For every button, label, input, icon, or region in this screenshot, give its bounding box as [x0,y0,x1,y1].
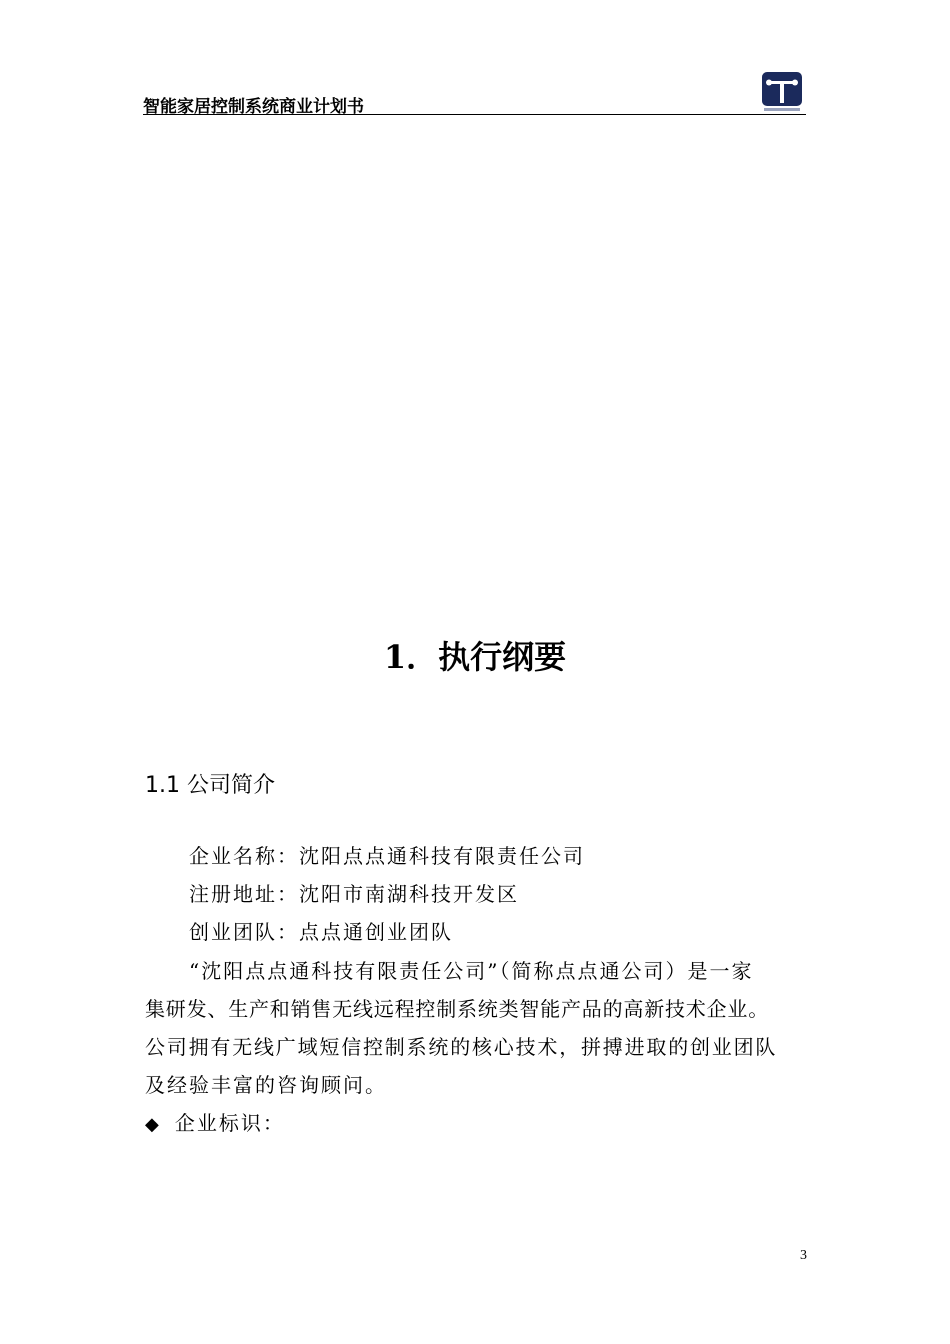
paragraph-line: “沈阳点点通科技有限责任公司”（简称点点通公司）是一家 [189,959,754,983]
diamond-bullet-icon: ◆ [145,1114,161,1135]
company-logo-icon [760,70,804,114]
document-title: 智能家居控制系统商业计划书 [143,97,364,117]
page-number: 3 [800,1248,807,1263]
info-address: 注册地址：沈阳市南湖科技开发区 [189,882,519,906]
bullet-label: 企业标识： [174,1111,285,1135]
bullet-item [145,1107,285,1136]
info-company-name: 企业名称：沈阳点点通科技有限责任公司 [189,844,585,868]
chapter-title: 1．执行纲要 [383,638,567,676]
paragraph-line: 集研发、生产和销售无线远程控制系统类智能产品的高新技术企业。 [145,997,769,1021]
info-team: 创业团队：点点通创业团队 [189,920,453,944]
paragraph-line: 及经验丰富的咨询顾问。 [145,1073,387,1097]
header-divider [143,114,806,115]
paragraph-line: 公司拥有无线广域短信控制系统的核心技术，拼搏进取的创业团队 [145,1035,778,1059]
section-title: 1.1 公司简介 [145,773,275,798]
